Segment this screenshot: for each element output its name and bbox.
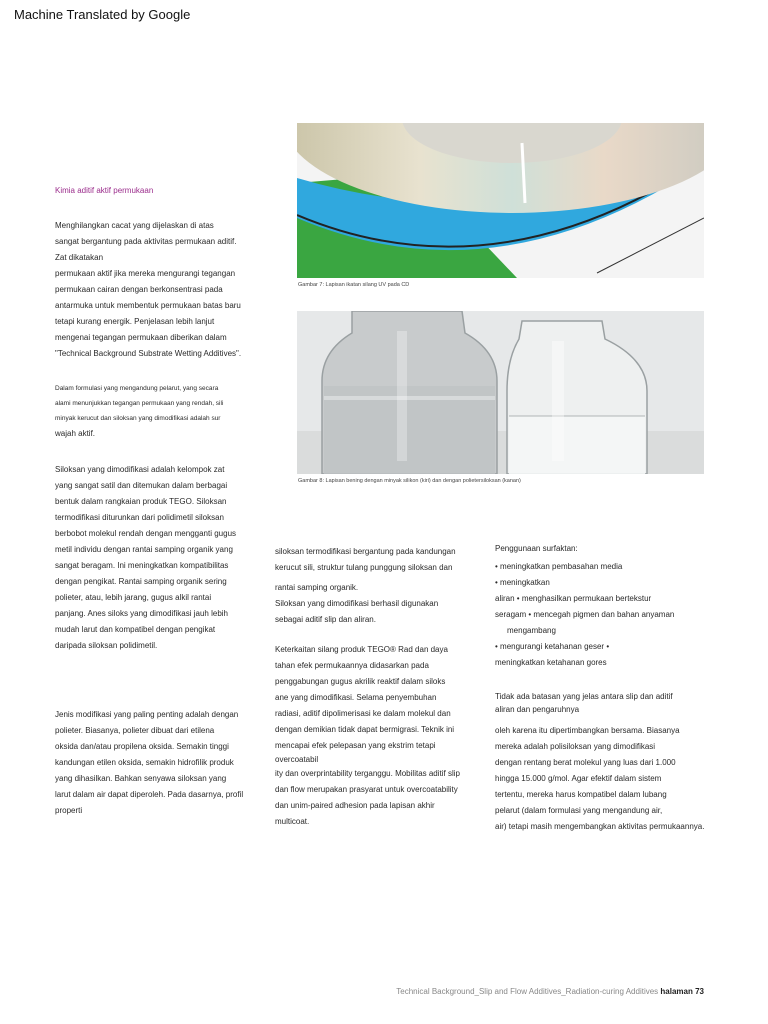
text-line: oleh karena itu dipertimbangkan bersama. Biasanya [495,726,680,735]
text-line: panjang. Anes siloks yang dimodifikasi jauh lebih [55,609,228,618]
list-item: aliran • menghasilkan permukaan bertekstur [495,594,652,603]
text-line: Zat dikatakan [55,253,104,262]
page-footer [396,987,704,996]
text-line: tetapi kurang energik. Penjelasan lebih lanjut [55,317,215,326]
machine-translation-header: Machine Translated by Google [14,7,191,22]
column-2-paragraph-2 [275,642,485,830]
text-line: radiasi, aditif dipolimerisasi ke dalam molekul dan [275,709,451,718]
text-line: dengan rentang berat molekul yang luas dari 1.000 [495,758,676,767]
column-3-paragraph-2b [495,723,735,835]
column-3-paragraph-2a [495,690,725,716]
text-line: Siloksan yang dimodifikasi berhasil digunakan [275,599,439,608]
text-line: permukaan aktif jika mereka mengurangi tegangan [55,269,236,278]
text-line: Jenis modifikasi yang paling penting adalah dengan [55,710,239,719]
text-line: siloksan termodifikasi bergantung pada kandungan [275,547,456,556]
text-line: daripada siloksan polidimetil. [55,641,158,650]
text-line: antarmuka untuk membentuk permukaan batas baru [55,301,241,310]
text-line: dan unim-paired adhesion pada lapisan akhir [275,801,435,810]
jars-photo [297,311,704,474]
list-item: meningkatkan ketahanan gores [495,658,607,667]
text-line: termodifikasi diturunkan dari polidimetil siloksan [55,513,224,522]
text-line: permukaan cairan dengan berkonsentrasi pada [55,285,223,294]
text-line: Dalam formulasi yang mengandung pelarut, yang secara [55,385,219,392]
list-item: seragam • mencegah pigmen dan bahan anyaman [495,610,675,619]
text-line: Tidak ada batasan yang jelas antara slip dan aditif [495,692,673,701]
text-line: mudah larut dan kompatibel dengan pengikat [55,625,216,634]
section-title: Kimia aditif aktif permukaan [55,186,154,195]
figure-7-caption: Gambar 7: Lapisan ikatan silang UV pada CD [298,282,410,288]
text-line: yang sangat satil dan ditemukan dalam berbagai [55,481,228,490]
text-line: penggabungan gugus akrilik reaktif dalam siloks [275,677,446,686]
text-line: sangat beragam. Ini meningkatkan kompatibilitas [55,561,229,570]
text-line: overcoatabil [275,755,319,764]
column-1-paragraph-2-end: wajah aktif. [55,429,96,438]
text-line: oksida dan/atau propilena oksida. Semakin tinggi [55,742,229,751]
column-1-paragraph-2 [55,381,270,426]
text-line: ity dan overprintability terganggu. Mobilitas aditif slip [275,769,460,778]
text-line: pelarut (dalam formulasi yang mengandung air, [495,806,663,815]
text-line: hingga 15.000 g/mol. Agar efektif dalam sistem [495,774,662,783]
text-line: ane yang dimodifikasi. Selama penyembuhan [275,693,437,702]
text-line: kandungan etilen oksida, semakin hidrofilik produk [55,758,234,767]
text-line: sebagai aditif slip dan aliran. [275,615,376,624]
page-number: halaman 73 [660,987,704,996]
text-line: mereka adalah polisiloksan yang dimodifikasi [495,742,656,751]
text-line: tertentu, mereka harus kompatibel dalam lubang [495,790,667,799]
text-line: polieter, atau, lebih jarang, gugus alkil rantai [55,593,212,602]
text-line: Keterkaitan silang produk TEGO® Rad dan daya [275,645,448,654]
column-1-paragraph-3 [55,462,270,654]
text-line: berbobot molekul rendah dengan mengganti gugus [55,529,237,538]
text-line: properti [55,806,83,815]
text-line: Siloksan yang dimodifikasi adalah kelompok zat [55,465,225,474]
jars-illustration [297,311,704,474]
text-line: Menghilangkan cacat yang dijelaskan di atas [55,221,214,230]
list-item: • meningkatkan pembasahan media [495,562,623,571]
text-line: sangat bergantung pada aktivitas permukaan aditif. [55,237,237,246]
figure-8-caption: Gambar 8: Lapisan bening dengan minyak silikon (kiri) dan dengan polietersiloksan (kanan) [298,478,521,484]
column-2-paragraph-1 [275,544,485,628]
text-line: "Technical Background Substrate Wetting Additives". [55,349,242,358]
text-line: metil individu dengan rantai samping organik yang [55,545,233,554]
cd-photo [297,123,704,278]
text-line: dengan demikian tidak dapat bermigrasi. Teknik ini [275,725,455,734]
text-line: bentuk dalam rangkaian produk TEGO. Siloksan [55,497,227,506]
text-line: kerucut sili, struktur tulang punggung siloksan dan [275,563,453,572]
text-line: air) tetapi masih mengembangkan aktivitas permukaannya. [495,822,705,831]
text-line: minyak kerucut dan siloksan yang dimodifikasi adalah sur [55,415,221,422]
text-line: yang dihasilkan. Bahkan senyawa siloksan yang [55,774,227,783]
text-line: dan flow merupakan prasyarat untuk overcoatability [275,785,458,794]
footer-text: Technical Background_Slip and Flow Additives_Radiation-curing Additives [396,987,659,996]
surfactant-uses-list [495,559,725,671]
surfactant-heading: Penggunaan surfaktan: [495,544,578,553]
cd-illustration [297,123,704,278]
text-line: mengenai tegangan permukaan diberikan dalam [55,333,227,342]
text-line: aliran dan pengaruhnya [495,705,580,714]
text-line: dengan pengikat. Rantai samping organik sering [55,577,227,586]
text-line: mencapai efek pelepasan yang ekstrim tetapi [275,741,436,750]
column-1-paragraph-4 [55,707,270,819]
text-line: alami menunjukkan tegangan permukaan yang rendah, sili [55,400,224,407]
text-line: rantai samping organik. [275,583,359,592]
list-item: • meningkatkan [495,578,550,587]
list-item: mengambang [507,626,556,635]
text-line: polieter. Biasanya, polieter dibuat dari etilena [55,726,215,735]
text-line: larut dalam air dapat diperoleh. Pada dasarnya, profil [55,790,244,799]
column-1-paragraph-1 [55,218,270,362]
list-item: • mengurangi ketahanan geser • [495,642,610,651]
text-line: multicoat. [275,817,310,826]
text-line: tahan efek permukaannya didasarkan pada [275,661,429,670]
